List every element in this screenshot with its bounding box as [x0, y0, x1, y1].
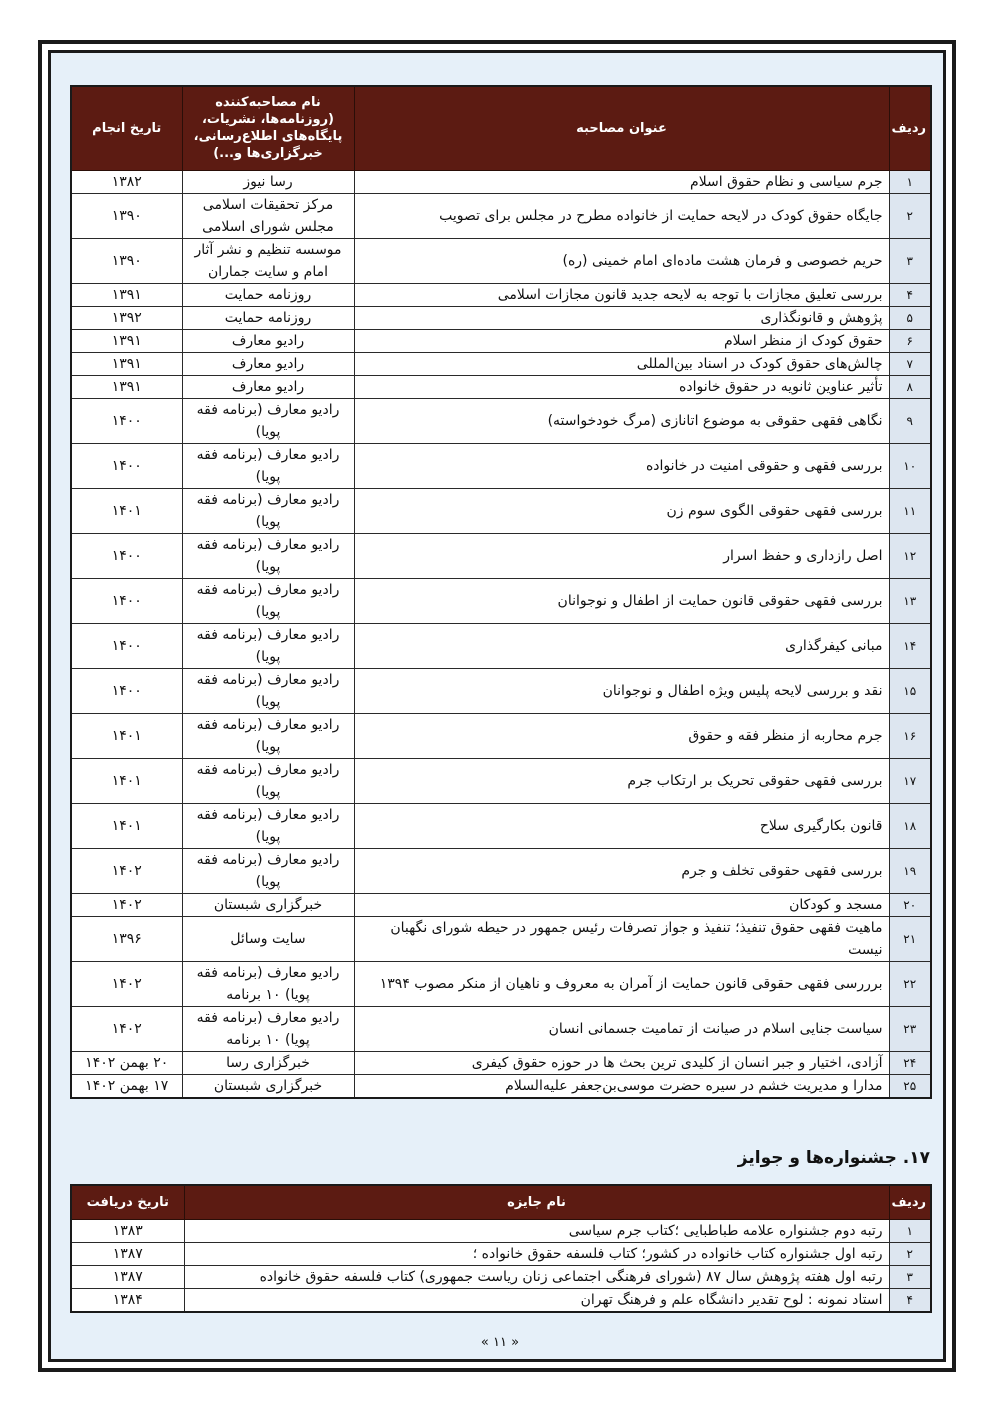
awards-col-header-row: ردیف	[889, 1185, 931, 1219]
interviewer-name: رادیو معارف (برنامه فقه پویا)	[182, 758, 354, 803]
interview-date: ۱۳۹۰	[71, 193, 182, 238]
award-row-number: ۱	[889, 1219, 931, 1242]
interview-date: ۱۴۰۲	[71, 893, 182, 916]
row-number: ۲۳	[889, 1006, 931, 1051]
award-date: ۱۳۸۷	[71, 1242, 184, 1265]
row-number: ۱۰	[889, 443, 931, 488]
table-row	[71, 1074, 931, 1098]
table-row	[71, 193, 931, 238]
row-number: ۲	[889, 193, 931, 238]
interview-date: ۲۰ بهمن ۱۴۰۲	[71, 1051, 182, 1074]
interviewer-name: رادیو معارف (برنامه فقه پویا)	[182, 713, 354, 758]
awards-col-header-date: تاریخ دریافت	[71, 1185, 184, 1219]
interview-date: ۱۳۹۱	[71, 283, 182, 306]
interviewer-name: رادیو معارف (برنامه فقه پویا)	[182, 578, 354, 623]
interview-title: پژوهش و قانونگذاری	[354, 306, 889, 329]
col-header-row: ردیف	[889, 86, 931, 170]
interview-date: ۱۴۰۲	[71, 961, 182, 1006]
table-row	[71, 443, 931, 488]
col-header-title: عنوان مصاحبه	[354, 86, 889, 170]
row-number: ۹	[889, 398, 931, 443]
table-row	[71, 1242, 931, 1265]
interview-title: بررسی تعلیق مجازات با توجه به لایحه جدید قانون مجازات اسلامی	[354, 283, 889, 306]
interview-date: ۱۳۹۶	[71, 916, 182, 961]
interview-title: مدارا و مدیریت خشم در سیره حضرت موسی‌بن‌جعفر علیه‌السلام	[354, 1074, 889, 1098]
interview-date: ۱۴۰۰	[71, 443, 182, 488]
awards-col-header-name: نام جایزه	[184, 1185, 889, 1219]
interviewer-name: موسسه تنظیم و نشر آثار امام و سایت جماران	[182, 238, 354, 283]
interview-date: ۱۴۰۱	[71, 758, 182, 803]
table-row	[71, 488, 931, 533]
col-header-date: تاریخ انجام	[71, 86, 182, 170]
interview-date: ۱۳۹۱	[71, 352, 182, 375]
interviewer-name: رادیو معارف (برنامه فقه پویا)	[182, 668, 354, 713]
interview-title: ماهیت فقهی حقوق تنفیذ؛ تنفیذ و جواز تصرفات رئیس جمهور در حیطه شورای نگهبان نیست	[354, 916, 889, 961]
interviews-table	[70, 85, 932, 1099]
interviewer-name: خبرگزاری شبستان	[182, 1074, 354, 1098]
interviewer-name: رادیو معارف	[182, 329, 354, 352]
interviewer-name: رادیو معارف (برنامه فقه پویا) ۱۰ برنامه	[182, 1006, 354, 1051]
row-number: ۶	[889, 329, 931, 352]
interview-title: نگاهی فقهی حقوقی به موضوع اتانازی (مرگ خودخواسته)	[354, 398, 889, 443]
table-row	[71, 306, 931, 329]
table-row	[71, 758, 931, 803]
award-name: رتبه اول هفته پژوهش سال ۸۷ (شورای فرهنگی اجتماعی زنان ریاست جمهوری) کتاب فلسفه حقوق خانواده	[184, 1265, 889, 1288]
awards-table	[70, 1184, 932, 1313]
interviewer-name: مرکز تحقیقات اسلامی مجلس شورای اسلامی	[182, 193, 354, 238]
interview-title: مبانی کیفرگذاری	[354, 623, 889, 668]
interview-title: سیاست جنایی اسلام در صیانت از تمامیت جسمانی انسان	[354, 1006, 889, 1051]
interviewer-name: رادیو معارف (برنامه فقه پویا)	[182, 848, 354, 893]
interview-date: ۱۴۰۲	[71, 848, 182, 893]
row-number: ۱۸	[889, 803, 931, 848]
interviewer-name: روزنامه حمایت	[182, 306, 354, 329]
table-row	[71, 623, 931, 668]
table-row	[71, 398, 931, 443]
interview-title: حریم خصوصی و فرمان هشت ماده‌ای امام خمینی (ره)	[354, 238, 889, 283]
interviewer-name: روزنامه حمایت	[182, 283, 354, 306]
interview-date: ۱۴۰۰	[71, 623, 182, 668]
interview-date: ۱۴۰۰	[71, 398, 182, 443]
interviewer-name: رادیو معارف (برنامه فقه پویا)	[182, 533, 354, 578]
row-number: ۱۲	[889, 533, 931, 578]
interviewer-name: خبرگزاری شبستان	[182, 893, 354, 916]
interviewer-name: رادیو معارف	[182, 352, 354, 375]
row-number: ۸	[889, 375, 931, 398]
table-row	[71, 916, 931, 961]
interview-date: ۱۳۹۰	[71, 238, 182, 283]
interviewer-name: رادیو معارف (برنامه فقه پویا)	[182, 488, 354, 533]
table-row	[71, 352, 931, 375]
table-row	[71, 1288, 931, 1312]
interview-date: ۱۷ بهمن ۱۴۰۲	[71, 1074, 182, 1098]
row-number: ۲۰	[889, 893, 931, 916]
interview-title: مسجد و کودکان	[354, 893, 889, 916]
interview-title: قانون بکارگیری سلاح	[354, 803, 889, 848]
table-row	[71, 668, 931, 713]
table-row	[71, 961, 931, 1006]
row-number: ۳	[889, 238, 931, 283]
award-date: ۱۳۸۴	[71, 1288, 184, 1312]
page-number: « ۱۱ »	[480, 1335, 520, 1350]
award-row-number: ۴	[889, 1288, 931, 1312]
interview-date: ۱۳۹۱	[71, 329, 182, 352]
interview-date: ۱۴۰۰	[71, 533, 182, 578]
award-date: ۱۳۸۳	[71, 1219, 184, 1242]
interviewer-name: رادیو معارف (برنامه فقه پویا)	[182, 803, 354, 848]
row-number: ۴	[889, 283, 931, 306]
interview-title: بررسی فقهی حقوقی قانون حمایت از اطفال و نوجوانان	[354, 578, 889, 623]
award-row-number: ۳	[889, 1265, 931, 1288]
interview-title: جایگاه حقوق کودک در لایحه حمایت از خانواده مطرح در مجلس برای تصویب	[354, 193, 889, 238]
interview-date: ۱۴۰۱	[71, 488, 182, 533]
table-row	[71, 283, 931, 306]
row-number: ۷	[889, 352, 931, 375]
interview-date: ۱۴۰۰	[71, 668, 182, 713]
row-number: ۱۱	[889, 488, 931, 533]
interview-title: جرم محاربه از منظر فقه و حقوق	[354, 713, 889, 758]
award-row-number: ۲	[889, 1242, 931, 1265]
interview-title: اصل رازداری و حفظ اسرار	[354, 533, 889, 578]
interview-date: ۱۳۹۲	[71, 306, 182, 329]
interview-title: چالش‌های حقوق کودک در اسناد بین‌المللی	[354, 352, 889, 375]
table-row	[71, 170, 931, 193]
row-number: ۱۶	[889, 713, 931, 758]
interviewer-name: رادیو معارف (برنامه فقه پویا)	[182, 623, 354, 668]
interview-title: بررسی فقهی و حقوقی امنیت در خانواده	[354, 443, 889, 488]
table-row	[71, 713, 931, 758]
interview-date: ۱۳۸۲	[71, 170, 182, 193]
award-name: رتبه اول جشنواره کتاب خانواده در کشور؛ کتاب فلسفه حقوق خانواده ؛	[184, 1242, 889, 1265]
interviewer-name: رادیو معارف (برنامه فقه پویا)	[182, 398, 354, 443]
awards-heading: ۱۷. جشنواره‌ها و جوایز	[737, 1148, 930, 1168]
interview-title: بررسی فقهی حقوقی تحریک بر ارتکاب جرم	[354, 758, 889, 803]
table-row	[71, 893, 931, 916]
table-row	[71, 1006, 931, 1051]
award-date: ۱۳۸۷	[71, 1265, 184, 1288]
interview-title: تأثیر عناوین ثانویه در حقوق خانواده	[354, 375, 889, 398]
interviewer-name: خبرگزاری رسا	[182, 1051, 354, 1074]
table-row	[71, 329, 931, 352]
interview-title: برررسی فقهی حقوقی قانون حمایت از آمران به معروف و ناهیان از منکر مصوب ۱۳۹۴	[354, 961, 889, 1006]
table-row	[71, 1265, 931, 1288]
table-row	[71, 533, 931, 578]
interviewer-name: رادیو معارف (برنامه فقه پویا) ۱۰ برنامه	[182, 961, 354, 1006]
row-number: ۱۴	[889, 623, 931, 668]
row-number: ۱۵	[889, 668, 931, 713]
interview-date: ۱۳۹۱	[71, 375, 182, 398]
row-number: ۲۱	[889, 916, 931, 961]
interviewer-name: رسا نیوز	[182, 170, 354, 193]
table-row	[71, 578, 931, 623]
interviewer-name: رادیو معارف (برنامه فقه پویا)	[182, 443, 354, 488]
interview-date: ۱۴۰۱	[71, 803, 182, 848]
interview-date: ۱۴۰۰	[71, 578, 182, 623]
award-name: رتبه دوم جشنواره علامه طباطبایی ؛کتاب جرم سیاسی	[184, 1219, 889, 1242]
row-number: ۲۵	[889, 1074, 931, 1098]
interview-title: بررسی فقهی حقوقی الگوی سوم زن	[354, 488, 889, 533]
table-row	[71, 848, 931, 893]
row-number: ۱	[889, 170, 931, 193]
table-row	[71, 1051, 931, 1074]
table-row	[71, 1219, 931, 1242]
row-number: ۱۷	[889, 758, 931, 803]
award-name: استاد نمونه : لوح تقدیر دانشگاه علم و فرهنگ تهران	[184, 1288, 889, 1312]
interview-title: آزادی، اختیار و جبر انسان از کلیدی ترین بحث ها در حوزه حقوق کیفری	[354, 1051, 889, 1074]
interview-title: جرم سیاسی و نظام حقوق اسلام	[354, 170, 889, 193]
interview-title: بررسی فقهی حقوقی تخلف و جرم	[354, 848, 889, 893]
interview-date: ۱۴۰۱	[71, 713, 182, 758]
table-row	[71, 375, 931, 398]
interviewer-name: رادیو معارف	[182, 375, 354, 398]
interviewer-name: سایت وسائل	[182, 916, 354, 961]
table-row	[71, 803, 931, 848]
interview-title: نقد و بررسی لایحه پلیس ویژه اطفال و نوجوانان	[354, 668, 889, 713]
interview-date: ۱۴۰۲	[71, 1006, 182, 1051]
row-number: ۱۹	[889, 848, 931, 893]
row-number: ۱۳	[889, 578, 931, 623]
row-number: ۲۴	[889, 1051, 931, 1074]
col-header-source: نام مصاحبه‌کننده (روزنامه‌ها، نشریات، پایگاه‌های اطلاع‌رسانی، خبرگزاری‌ها و...)	[182, 86, 354, 170]
row-number: ۲۲	[889, 961, 931, 1006]
interview-title: حقوق کودک از منظر اسلام	[354, 329, 889, 352]
row-number: ۵	[889, 306, 931, 329]
table-row	[71, 238, 931, 283]
